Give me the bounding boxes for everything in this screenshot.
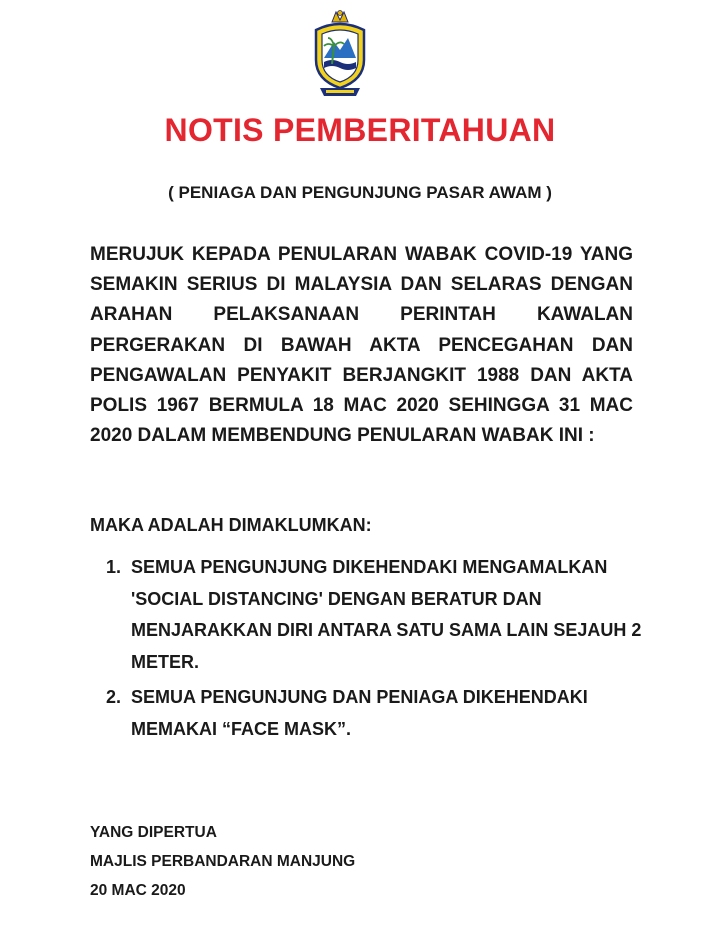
- council-crest-icon: [310, 8, 370, 100]
- list-item-number: 1.: [106, 557, 122, 577]
- signature-date: 20 MAC 2020: [90, 882, 186, 899]
- list-item-number: 2.: [106, 687, 122, 707]
- list-item-text: SEMUA PENGUNJUNG DIKEHENDAKI MENGAMALKAN 'SOCIAL DISTANCING' DENGAN BERATUR DAN MENJARAKKAN DIRI ANTARA SATU SAMA LAIN SEJAUH 2 METER.: [131, 557, 642, 672]
- notice-subtitle: ( PENIAGA DAN PENGUNJUNG PASAR AWAM ): [168, 183, 552, 202]
- notice-list: [106, 552, 646, 749]
- notice-paragraph: MERUJUK KEPADA PENULARAN WABAK COVID-19 YANG SEMAKIN SERIUS DI MALAYSIA DAN SELARAS DENGAN ARAHAN PELAKSANAAN PERINTAH KAWALAN PERGERAKAN DI BAWAH AKTA PENCEGAHAN DAN PENGAWALAN PENYAKIT BERJANGKIT 1988 DAN AKTA POLIS 1967 BERMULA 18 MAC 2020 SEHINGGA 31 MAC 2020 DALAM MEMBENDUNG PENULARAN WABAK INI :: [90, 244, 633, 447]
- list-item-text: SEMUA PENGUNJUNG DAN PENIAGA DIKEHENDAKI MEMAKAI “FACE MASK”.: [131, 687, 588, 739]
- notice-intro: MAKA ADALAH DIMAKLUMKAN:: [90, 515, 372, 535]
- notice-title: NOTIS PEMBERITAHUAN: [164, 112, 556, 148]
- signature-title: YANG DIPERTUA: [90, 824, 217, 841]
- signature-organisation: MAJLIS PERBANDARAN MANJUNG: [90, 853, 356, 870]
- list-item: [106, 682, 646, 745]
- signature-block: [90, 818, 355, 905]
- list-item: [106, 552, 646, 678]
